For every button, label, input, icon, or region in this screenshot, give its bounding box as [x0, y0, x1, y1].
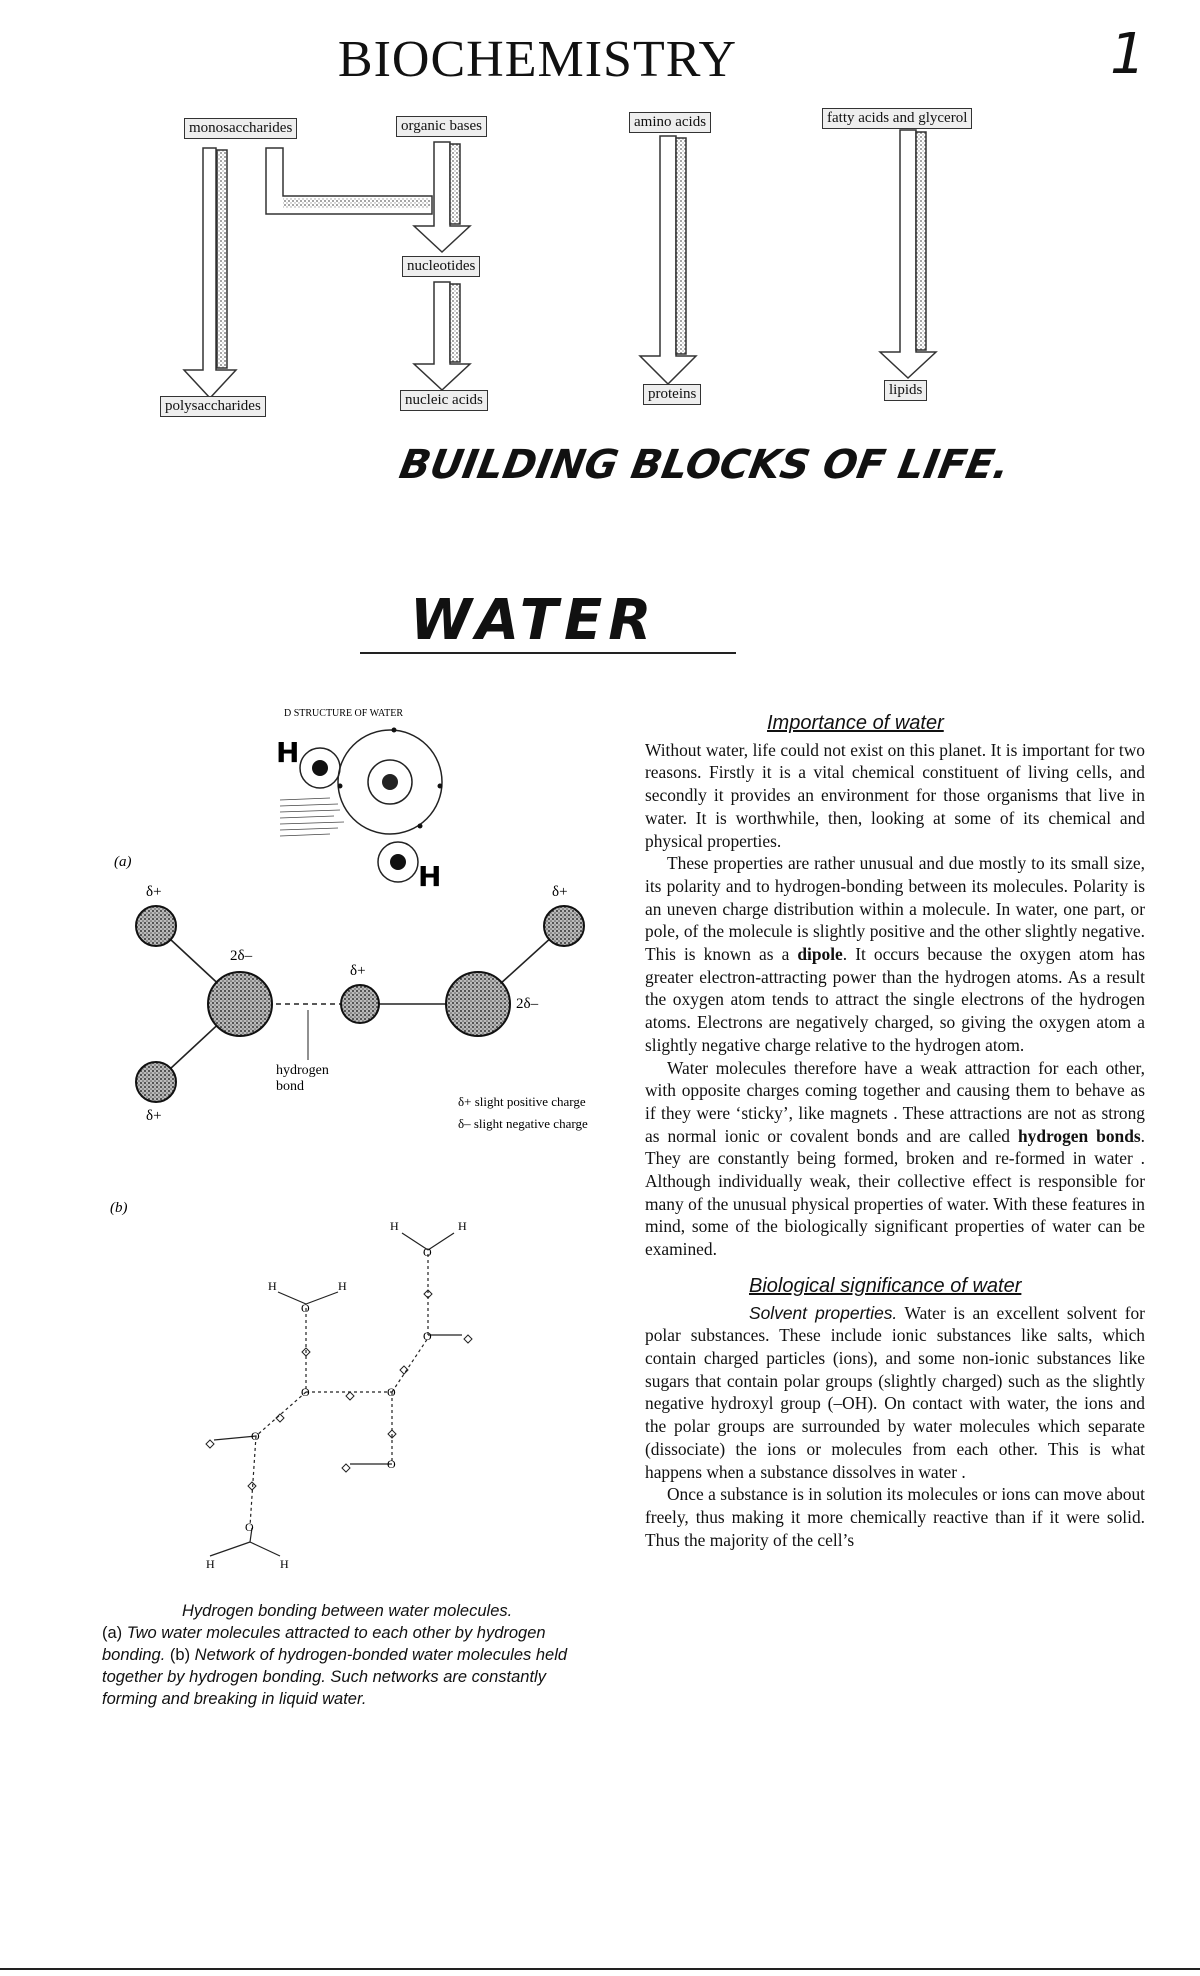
- part-b-h-nodes: [206, 1290, 472, 1490]
- box-fatty-acids-glycerol: fatty acids and glycerol: [822, 108, 972, 129]
- biological-heading: Biological significance of water: [749, 1274, 1022, 1297]
- two-delta-minus-2: 2δ–: [516, 996, 539, 1012]
- atom-o: O: [301, 1385, 310, 1399]
- legend-positive: δ+ slight positive charge: [458, 1094, 586, 1109]
- atom-o: O: [251, 1429, 260, 1443]
- title-underline: [360, 652, 736, 654]
- atom-o: O: [387, 1385, 396, 1399]
- atom-o: O: [387, 1457, 396, 1471]
- inset-h-right: H: [418, 860, 442, 893]
- part-b-atoms: [206, 1219, 467, 1571]
- p2-text: These properties are rather unusual and due mostly to its small size, its polarity and to hydrogen-bonding between its molecules. Polarity is an uneven charge distribution within a molecule. In water, one part, or pole, of the molecule is slightly positive and the other slightly negative. This is known as a: [645, 853, 1145, 965]
- building-blocks-diagram: [0, 0, 1200, 440]
- atom-h: H: [280, 1557, 289, 1571]
- p4-lead: Solvent properties.: [749, 1302, 898, 1323]
- hydrogen-bond-label-1: hydrogen: [276, 1063, 329, 1078]
- atom-o: O: [423, 1245, 432, 1259]
- paragraph-2: [645, 852, 1145, 1056]
- legend-negative: δ– slight negative charge: [458, 1116, 588, 1131]
- atom-h: H: [268, 1279, 277, 1293]
- right-column: [645, 712, 1145, 1551]
- caption-title: Hydrogen bonding between water molecules.: [182, 1602, 513, 1620]
- p4-text: Water is an excellent solvent for polar substances. These include ionic substances like salts, which contain charged particles (ions), and some non-ionic substances like sugars that contain polar groups (slightly charged) such as the slightly negative hydroxyl group (–OH). On contact with water, the ions and the polar groups are surrounded by water molecules which separate (dissociate) the ions or molecules from each other. This is what happens when a substance dissolves in water .: [645, 1302, 1145, 1482]
- delta-plus-1: δ+: [146, 884, 162, 900]
- paragraph-4: [645, 1302, 1145, 1484]
- part-a-label: (a): [114, 854, 132, 870]
- caption-part-b: (b): [169, 1646, 195, 1664]
- bottom-rule: [0, 1968, 1200, 1970]
- inset-label: D STRUCTURE OF WATER: [284, 708, 403, 719]
- box-nucleic-acids: nucleic acids: [400, 390, 488, 411]
- box-lipids: lipids: [884, 380, 927, 401]
- box-proteins: proteins: [643, 384, 701, 405]
- atom-o: O: [245, 1520, 254, 1534]
- water-figure: [0, 690, 640, 1590]
- arrow-amino-proteins: [640, 136, 696, 384]
- caption-part-a-text: Two water molecules attracted to each other by hydrogen bonding.: [102, 1624, 546, 1664]
- p3-text-cont: . They are constantly being formed, broken and re-formed in water . Although individually weak, their collective effect is responsible for many of the unusual physical properties of water. With these features in mind, some of the biologically significant properties of water can be examined.: [645, 1125, 1145, 1260]
- paragraph-5: Once a substance is in solution its molecules or ions can move about freely, thus making it more chemically reactive than if it were solid. Thus the majority of the cell’s: [645, 1484, 1145, 1550]
- atom-h: H: [338, 1279, 347, 1293]
- paragraph-1: Without water, life could not exist on this planet. It is important for two reasons. Firstly it is a vital chemical constituent of living cells, and secondly it provides an environment for those organisms that live in water. It is worthwhile, then, looking at some of its chemical and physical properties.: [645, 739, 1145, 851]
- hydrogen-bond-label-2: bond: [276, 1079, 304, 1094]
- page-number: 1: [1110, 22, 1146, 87]
- importance-heading: Importance of water: [767, 712, 944, 734]
- box-polysaccharides: polysaccharides: [160, 396, 266, 417]
- box-organic-bases: organic bases: [396, 116, 487, 137]
- building-blocks-caption: BUILDING BLOCKS OF LIFE.: [395, 442, 1013, 488]
- two-delta-minus-1: 2δ–: [230, 948, 253, 964]
- caption-part-b-text: Network of hydrogen-bonded water molecules held together by hydrogen bonding. Such networks are constantly forming and breaking in liquid water.: [102, 1646, 568, 1708]
- arrow-mono-poly: [184, 148, 236, 398]
- box-amino-acids: amino acids: [629, 112, 711, 133]
- part-b-label: (b): [110, 1200, 128, 1216]
- figure-caption: [102, 1600, 597, 1710]
- inset-h-left: H: [276, 736, 300, 769]
- atom-o: O: [301, 1301, 310, 1315]
- section-title-water: WATER: [410, 588, 658, 653]
- p3-term-hydrogen-bonds: hydrogen bonds: [1017, 1125, 1141, 1146]
- p2-text-cont: . It occurs because the oxygen atom has greater electron-attracting power than the hydrogen atoms. As a result the oxygen atom tends to attract the single electrons of the hydrogen atoms. Electrons are negatively charged, so giving the oxygen atom a slightly negative charge relative to the hydrogen atom.: [645, 944, 1145, 1055]
- delta-plus-4: δ+: [552, 884, 568, 900]
- p2-term-dipole: dipole: [797, 944, 843, 965]
- p3-text: Water molecules therefore have a weak attraction for each other, with opposite charges coming together and causing them to behave as if they were ‘sticky’, like magnets . These attractions are not as strong as normal ionic or covalent bonds and are called: [645, 1057, 1145, 1146]
- paragraph-3: [645, 1057, 1145, 1261]
- delta-plus-3: δ+: [350, 963, 366, 979]
- arrow-nucleotides-nucleic: [414, 282, 470, 390]
- atom-o: O: [423, 1329, 432, 1343]
- box-nucleotides: nucleotides: [402, 256, 480, 277]
- page-title: BIOCHEMISTRY: [337, 31, 738, 88]
- atom-h: H: [458, 1219, 467, 1233]
- caption-body: [102, 1622, 597, 1710]
- part-b-bonds: [210, 1233, 462, 1556]
- delta-plus-2: δ+: [146, 1108, 162, 1124]
- atom-h: H: [390, 1219, 399, 1233]
- box-monosaccharides: monosaccharides: [184, 118, 297, 139]
- atom-h: H: [206, 1557, 215, 1571]
- caption-part-a: (a): [102, 1624, 127, 1642]
- inset-molecule: [280, 728, 443, 883]
- arrow-fatty-lipids: [880, 130, 936, 378]
